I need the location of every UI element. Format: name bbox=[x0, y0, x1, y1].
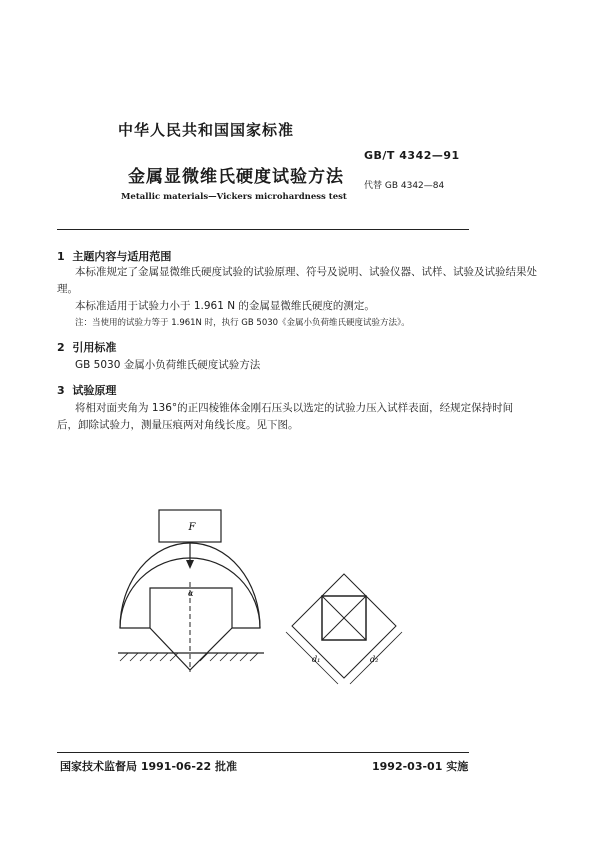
english-title: Metallic materials—Vickers microhardness test bbox=[121, 192, 347, 202]
document-title: 金属显微维氏硬度试验方法 bbox=[128, 167, 344, 187]
section-1-para-2: 本标准适用于试验力小于 1.961 N 的金属显微维氏硬度的测定。 bbox=[75, 300, 375, 312]
d2-label: d₂ bbox=[370, 655, 379, 664]
replaces-note: 代替 GB 4342—84 bbox=[364, 181, 445, 191]
pyramid-tip bbox=[150, 628, 232, 670]
section-3-heading: 3 试验原理 bbox=[57, 384, 117, 397]
section-2-reference: GB 5030 金属小负荷维氏硬度试验方法 bbox=[75, 359, 261, 371]
national-standard-heading: 中华人民共和国国家标准 bbox=[118, 121, 295, 139]
arrow-head bbox=[186, 560, 194, 569]
section-1-heading: 1 主题内容与适用范围 bbox=[57, 250, 172, 263]
footer-divider bbox=[57, 752, 469, 753]
outline-diamond bbox=[292, 574, 396, 678]
standard-number: GB/T 4342—91 bbox=[364, 149, 460, 162]
angle-label: α bbox=[188, 589, 194, 598]
section-3-para-line-1: 将相对面夹角为 136°的正四棱锥体金刚石压头以选定的试验力压入试样表面，经规定保持时间 bbox=[75, 402, 514, 414]
section-1-para-1-line-2: 理。 bbox=[57, 283, 78, 295]
section-2-heading: 2 引用标准 bbox=[57, 341, 117, 354]
implementation-line: 1992-03-01 实施 bbox=[372, 760, 469, 773]
d1-label: d₁ bbox=[312, 655, 321, 664]
force-label: F bbox=[188, 522, 196, 533]
approval-line: 国家技术监督局 1991-06-22 批准 bbox=[60, 760, 238, 773]
section-3-para-line-2: 后，卸除试验力，测量压痕两对角线长度。见下图。 bbox=[57, 419, 299, 431]
section-1-para-1-line-1: 本标准规定了金属显微维氏硬度试验的试验原理、符号及说明、试验仪器、试样、试验及试验结果处 bbox=[75, 266, 537, 278]
section-1-note: 注：当使用的试验力等于 1.961N 时，执行 GB 5030《金属小负荷维氏硬度试验方法》。 bbox=[75, 318, 410, 328]
specimen-hatching bbox=[120, 653, 258, 661]
